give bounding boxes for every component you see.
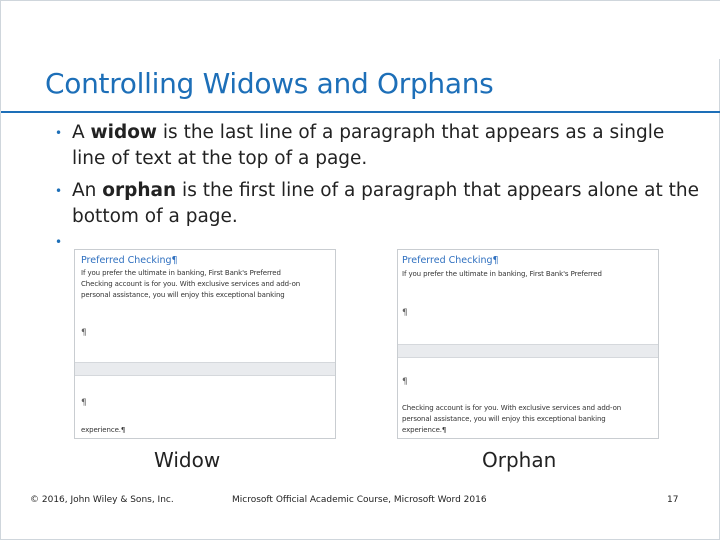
footer-course: Microsoft Official Academic Course, Microsoft Word 2016: [232, 495, 487, 505]
bullet-text-post: is the last line of a paragraph that appears as a single line of text at the top of a page.: [72, 122, 665, 169]
top-band: [1, 1, 720, 59]
orphan-doc-line: Checking account is for you. With exclusive services and add-on: [402, 404, 622, 412]
bullet-text-pre: An: [72, 180, 103, 201]
empty-bullet-glyph: •: [55, 235, 63, 249]
widow-example-document: [74, 249, 336, 439]
widow-doc-widow-line: experience.¶: [81, 426, 126, 434]
footer-copyright: © 2016, John Wiley & Sons, Inc.: [30, 495, 174, 505]
orphan-doc-orphan-line: If you prefer the ultimate in banking, First Bank's Preferred: [402, 270, 602, 278]
orphan-doc-paragraph-mark: ¶: [402, 377, 408, 387]
bullet-list: [49, 120, 699, 236]
widow-doc-heading: Preferred Checking¶: [81, 255, 178, 266]
orphan-doc-page-break: [398, 344, 658, 358]
widow-caption: Widow: [154, 448, 221, 472]
widow-doc-page-break: [75, 362, 335, 376]
bullet-glyph: •: [55, 184, 63, 198]
footer-page-number: 17: [667, 495, 679, 505]
widow-doc-paragraph-mark: ¶: [81, 328, 87, 338]
orphan-caption: Orphan: [482, 448, 557, 472]
bullet-term-widow: widow: [90, 122, 158, 143]
bullet-text-pre: A: [72, 122, 91, 143]
bullet-item-orphan: [49, 178, 699, 230]
bullet-text-post: is the first line of a paragraph that appears alone at the bottom of a page.: [72, 180, 699, 227]
orphan-doc-line: personal assistance, you will enjoy this exceptional banking: [402, 415, 606, 423]
widow-doc-line: Checking account is for you. With exclusive services and add-on: [81, 280, 301, 288]
orphan-doc-line: experience.¶: [402, 426, 447, 434]
bullet-term-orphan: orphan: [102, 180, 177, 201]
widow-doc-line: If you prefer the ultimate in banking, First Bank's Preferred: [81, 269, 281, 277]
slide-title: Controlling Widows and Orphans: [45, 67, 494, 100]
widow-doc-paragraph-mark: ¶: [81, 398, 87, 408]
bullet-glyph: •: [55, 126, 63, 140]
orphan-doc-heading: Preferred Checking¶: [402, 255, 499, 266]
bullet-item-widow: [49, 120, 699, 172]
title-divider: [1, 111, 720, 113]
orphan-doc-paragraph-mark: ¶: [402, 308, 408, 318]
widow-doc-line: personal assistance, you will enjoy this exceptional banking: [81, 291, 285, 299]
orphan-example-document: [397, 249, 659, 439]
